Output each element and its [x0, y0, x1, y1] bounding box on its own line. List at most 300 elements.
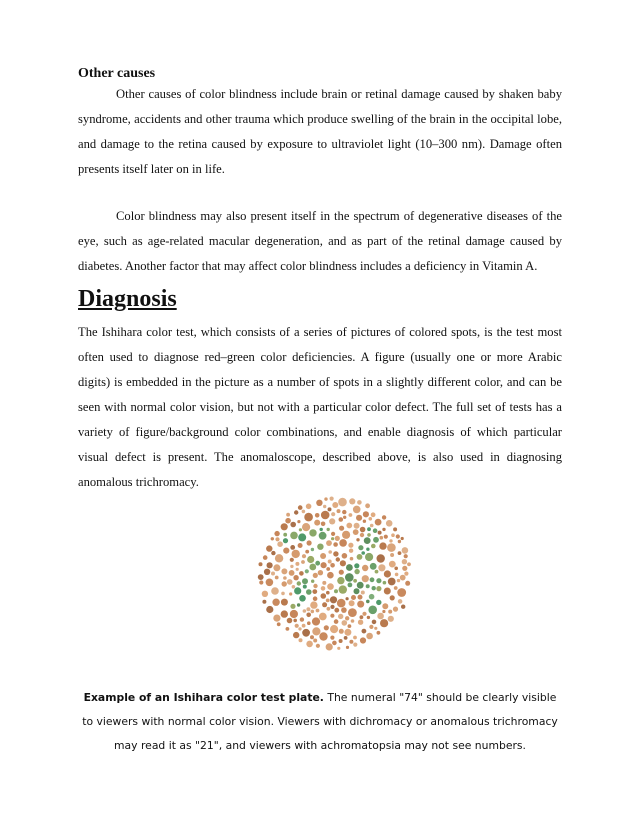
- plate-dot: [357, 500, 362, 505]
- plate-dot: [376, 578, 381, 583]
- plate-dot: [290, 522, 296, 528]
- plate-dot: [287, 579, 293, 585]
- plate-dot: [322, 602, 327, 607]
- plate-dot: [328, 507, 332, 511]
- paragraph-other-causes-1: Other causes of color blindness include brain or retinal damage caused by shaken baby syndrome, accidents and other trauma which produce swelling of the brain in the occipital lobe, and damage to the retina caused by exposure to ultraviolet light (10–300 nm). Damage often presents itself later on in life.: [78, 87, 562, 176]
- plate-dot: [273, 615, 280, 622]
- plate-dot: [332, 502, 338, 508]
- plate-dot: [307, 621, 311, 625]
- plate-dot: [320, 528, 323, 531]
- plate-dot: [370, 524, 374, 528]
- plate-dot: [348, 608, 357, 617]
- plate-dot: [404, 572, 408, 576]
- plate-dot: [289, 592, 292, 595]
- plate-dot: [365, 553, 373, 561]
- plate-dot: [388, 610, 392, 614]
- plate-dot: [290, 545, 295, 550]
- plate-dot: [262, 591, 268, 597]
- plate-dot: [401, 605, 405, 609]
- plate-dot: [302, 629, 310, 637]
- plate-dot: [319, 532, 327, 540]
- plate-dot: [346, 523, 352, 529]
- plate-dot: [374, 627, 377, 630]
- plate-dot: [330, 563, 335, 568]
- plate-dot: [344, 629, 351, 636]
- plate-dot: [323, 505, 326, 508]
- plate-dot: [330, 605, 334, 609]
- plate-dot: [282, 581, 287, 586]
- plate-dot: [349, 498, 355, 504]
- plate-dot: [298, 543, 303, 548]
- plate-dot: [275, 537, 279, 541]
- plate-dot: [274, 531, 279, 536]
- plate-dot: [339, 526, 344, 531]
- plate-dot: [375, 570, 379, 574]
- plate-dot: [339, 629, 344, 634]
- plate-dot: [318, 570, 323, 575]
- plate-dot: [298, 627, 301, 630]
- plate-dot: [391, 533, 395, 537]
- plate-dot: [286, 627, 290, 631]
- plate-dot: [283, 533, 287, 537]
- plate-dot: [378, 531, 382, 535]
- plate-dot: [321, 593, 327, 599]
- plate-dot: [405, 581, 410, 586]
- plate-dot: [262, 600, 266, 604]
- plate-dot: [334, 619, 339, 624]
- plate-dot: [345, 573, 354, 582]
- plate-dot: [331, 532, 335, 536]
- plate-dot: [299, 528, 302, 531]
- plate-dot: [367, 616, 370, 619]
- plate-dot: [368, 606, 377, 615]
- plate-dot: [271, 537, 274, 540]
- plate-dot: [382, 610, 385, 613]
- plate-dot: [302, 510, 306, 514]
- plate-dot: [353, 529, 359, 535]
- plate-dot: [301, 560, 305, 564]
- section-heading-diagnosis: Diagnosis: [78, 286, 177, 312]
- plate-dot: [360, 533, 364, 537]
- plate-dot: [342, 510, 346, 514]
- plate-dot: [401, 537, 404, 540]
- plate-dot: [398, 599, 403, 604]
- plate-dot: [398, 540, 401, 543]
- plate-dot: [360, 637, 366, 643]
- paragraph-diagnosis: The Ishihara color test, which consists of a series of pictures of colored spots, is the test most often used to diagnose red–green color deficiencies. A figure (usually one or more Arabic digits) is embedded in the picture as a number of spots in a slightly different color, and can be seen with normal color vision, but not with a particular color defect. The full set of tests has a variety of figure/background color combinations, and enable diagnosis of which particular visual defect is present. The anomaloscope, described above, is also used in diagnosing anomalous trichromacy.: [78, 325, 562, 489]
- plate-dot: [329, 518, 335, 524]
- plate-dot: [380, 536, 384, 540]
- plate-dot: [302, 578, 308, 584]
- plate-dot: [263, 555, 268, 560]
- plate-dot: [321, 586, 326, 591]
- plate-dot: [317, 544, 323, 550]
- plate-dot: [290, 558, 294, 562]
- plate-dot: [326, 567, 330, 571]
- plate-dot: [321, 562, 327, 568]
- plate-dot: [335, 536, 340, 541]
- plate-dot: [369, 594, 375, 600]
- plate-dot: [259, 580, 263, 584]
- plate-dot: [277, 541, 283, 547]
- plate-dot: [285, 518, 291, 524]
- plate-dot: [283, 548, 289, 554]
- plate-dot: [312, 627, 320, 635]
- plate-dot: [306, 589, 312, 595]
- figure-caption: [78, 686, 562, 758]
- plate-dot: [281, 592, 285, 596]
- plate-dot: [298, 505, 303, 510]
- plate-dot: [290, 604, 295, 609]
- plate-dot: [339, 570, 344, 575]
- plate-dot: [334, 608, 339, 613]
- plate-dot: [303, 609, 307, 613]
- plate-dot: [353, 636, 357, 640]
- plate-dot: [387, 543, 396, 552]
- plate-dot: [302, 624, 306, 628]
- plate-dot: [328, 550, 332, 554]
- plate-dot: [334, 589, 338, 593]
- plate-dot: [337, 577, 344, 584]
- plate-dot: [390, 595, 395, 600]
- plate-dot: [339, 639, 343, 643]
- plate-dot: [395, 573, 399, 577]
- plate-dot: [327, 583, 334, 590]
- plate-dot: [311, 580, 314, 583]
- plate-dot: [326, 540, 332, 546]
- plate-dot: [407, 562, 411, 566]
- plate-dot: [366, 633, 373, 640]
- plate-dot: [348, 583, 353, 588]
- plate-dot: [287, 618, 293, 624]
- plate-dot: [299, 638, 303, 642]
- plate-dot: [372, 620, 377, 625]
- plate-dot: [292, 550, 300, 558]
- plate-dot: [310, 601, 317, 608]
- plate-dot: [277, 622, 281, 626]
- plate-dot: [307, 556, 314, 563]
- plate-dot: [382, 528, 385, 531]
- plate-dot: [390, 553, 394, 557]
- plate-dot: [305, 550, 309, 554]
- plate-dot: [295, 562, 299, 566]
- plate-dot: [343, 516, 346, 519]
- plate-dot: [264, 569, 270, 575]
- plate-dot: [402, 559, 407, 564]
- plate-dot: [326, 591, 330, 595]
- plate-dot: [294, 510, 298, 514]
- plate-dot: [376, 586, 381, 591]
- plate-dot: [304, 513, 313, 522]
- plate-dot: [266, 579, 274, 587]
- plate-dot: [361, 551, 365, 555]
- plate-dot: [362, 575, 369, 582]
- plate-dot: [404, 554, 408, 558]
- plate-dot: [351, 619, 355, 623]
- plate-dot: [367, 527, 371, 531]
- plate-dot: [371, 512, 376, 517]
- plate-dot: [271, 551, 275, 555]
- plate-dot: [369, 517, 373, 521]
- plate-dot: [369, 625, 373, 629]
- plate-dot: [340, 560, 346, 566]
- plate-dot: [293, 632, 299, 638]
- plate-dot: [342, 553, 348, 559]
- plate-dot: [366, 548, 369, 551]
- plate-dot: [339, 585, 347, 593]
- plate-dot: [337, 647, 340, 650]
- plate-dot: [377, 613, 384, 620]
- plate-dot: [307, 540, 312, 545]
- plate-dot: [388, 578, 396, 586]
- plate-dot: [393, 607, 398, 612]
- plate-dot: [311, 548, 314, 551]
- plate-dot: [389, 561, 396, 568]
- plate-dot: [327, 572, 334, 579]
- plate-dot: [402, 547, 409, 554]
- plate-dot: [375, 519, 382, 526]
- plate-dot: [397, 579, 400, 582]
- plate-dot: [316, 644, 320, 648]
- plate-dot: [283, 576, 287, 580]
- plate-dot: [306, 613, 311, 618]
- plate-dot: [363, 520, 366, 523]
- plate-dot: [365, 503, 370, 508]
- figure-caption-text: The numeral "74" should be clearly visible to viewers with normal color vision. Viewers with dichromacy or anomalous trichromacy may read it as "21", and viewers with achromatopsia may not see numbers.: [82, 691, 558, 752]
- plate-dot: [305, 569, 309, 573]
- plate-dot: [319, 613, 327, 621]
- plate-dot: [299, 595, 306, 602]
- plate-dot: [312, 617, 320, 625]
- plate-dot: [378, 564, 385, 571]
- plate-dot: [370, 577, 375, 582]
- plate-dot: [266, 545, 272, 551]
- plate-dot: [309, 529, 316, 536]
- plate-dot: [297, 603, 300, 606]
- plate-dot: [283, 538, 288, 543]
- plate-dot: [306, 607, 310, 611]
- plate-dot: [358, 620, 363, 625]
- plate-dot: [333, 551, 338, 556]
- plate-dot: [267, 562, 273, 568]
- plate-dot: [380, 619, 388, 627]
- plate-dot: [382, 515, 386, 519]
- plate-dot: [296, 568, 299, 571]
- plate-dot: [393, 527, 397, 531]
- plate-dot: [350, 557, 354, 561]
- plate-dot: [371, 544, 376, 549]
- figure-caption-title: Example of an Ishihara color test plate.: [83, 691, 324, 704]
- plate-dot: [364, 537, 371, 544]
- plate-dot: [342, 620, 348, 626]
- plate-dot: [306, 504, 312, 510]
- plate-dot: [349, 513, 353, 517]
- plate-dot: [353, 643, 357, 647]
- ishihara-plate-svg: [255, 484, 415, 664]
- plate-dot: [281, 568, 287, 574]
- plate-dot: [383, 581, 387, 585]
- plate-dot: [360, 615, 364, 619]
- plate-dot: [319, 632, 327, 640]
- plate-dot: [292, 585, 296, 589]
- plate-dot: [361, 591, 365, 595]
- plate-dot: [310, 635, 314, 639]
- plate-dot: [290, 565, 293, 568]
- plate-dot: [327, 528, 330, 531]
- plate-dot: [300, 617, 304, 621]
- plate-dot: [356, 538, 359, 541]
- plate-dot: [306, 641, 313, 648]
- plate-dot: [315, 513, 320, 518]
- plate-dot: [354, 523, 360, 529]
- plate-dot: [354, 569, 359, 574]
- plate-dot: [293, 575, 298, 580]
- plate-dot: [357, 554, 363, 560]
- plate-dot: [275, 554, 283, 562]
- plate-dot: [388, 616, 394, 622]
- plate-dot: [322, 581, 326, 585]
- plate-dot: [389, 539, 392, 542]
- plate-dot: [341, 607, 347, 613]
- plate-dot: [297, 581, 301, 585]
- plate-dot: [345, 616, 349, 620]
- plate-dot: [346, 564, 353, 571]
- plate-dot: [338, 498, 347, 507]
- plate-dot: [337, 599, 346, 608]
- plate-dot: [394, 567, 398, 571]
- plate-dot: [398, 551, 402, 555]
- plate-dot: [313, 573, 318, 578]
- plate-dot: [309, 564, 316, 571]
- plate-dot: [370, 563, 377, 570]
- plate-dot: [351, 595, 356, 600]
- plate-dot: [373, 528, 378, 533]
- plate-dot: [367, 533, 371, 537]
- plate-dot: [327, 607, 331, 611]
- ishihara-plate-image: [255, 484, 415, 664]
- plate-dot: [312, 589, 317, 594]
- plate-dot: [303, 585, 307, 589]
- plate-dot: [353, 579, 357, 583]
- plate-dot: [330, 497, 334, 501]
- plate-dot: [321, 511, 330, 520]
- plate-dot: [275, 576, 279, 580]
- plate-dot: [299, 571, 304, 576]
- plate-dot: [286, 513, 290, 517]
- plate-dot: [384, 588, 391, 595]
- plate-dot: [382, 603, 388, 609]
- plate-dot: [266, 606, 273, 613]
- plate-dot: [294, 587, 301, 594]
- plate-dot: [338, 614, 343, 619]
- plate-dot: [316, 500, 322, 506]
- plate-dot: [356, 515, 362, 521]
- plate-dot: [357, 601, 364, 608]
- plate-dot: [326, 643, 333, 650]
- plate-dot: [337, 509, 341, 513]
- plate-dot: [272, 599, 279, 606]
- plate-dot: [295, 624, 299, 628]
- plate-dot: [324, 625, 329, 630]
- plate-dot: [330, 636, 334, 640]
- plate-dot: [363, 511, 369, 517]
- plate-dot: [377, 631, 381, 635]
- plate-dot: [354, 563, 359, 568]
- plate-dot: [281, 610, 288, 617]
- plate-dot: [358, 545, 363, 550]
- plate-dot: [376, 600, 381, 605]
- plate-dot: [281, 523, 288, 530]
- plate-dot: [349, 600, 355, 606]
- plate-dot: [273, 564, 280, 571]
- plate-dot: [298, 533, 306, 541]
- plate-dot: [402, 566, 407, 571]
- plate-dot: [366, 600, 370, 604]
- plate-dot: [342, 531, 350, 539]
- plate-dot: [331, 512, 335, 516]
- plate-dot: [360, 527, 366, 533]
- plate-dot: [362, 565, 368, 571]
- plate-dot: [302, 523, 310, 531]
- plate-dot: [339, 539, 347, 547]
- plate-dot: [321, 522, 326, 527]
- plate-dot: [336, 557, 340, 561]
- plate-dot: [357, 582, 364, 589]
- plate-dot: [373, 537, 379, 543]
- plate-dot: [331, 537, 334, 540]
- plate-dot: [311, 610, 315, 614]
- plate-dot: [271, 572, 275, 576]
- plate-dot: [315, 561, 320, 566]
- paragraph-other-causes-2: Color blindness may also present itself in the spectrum of degenerative diseases of the eye, such as age-related macular degeneration, and as part of the retinal damage caused by diabetes. Another factor that may affect color blindness includes a deficiency in Vitamin A.: [78, 209, 562, 273]
- plate-dot: [384, 535, 388, 539]
- plate-dot: [346, 597, 349, 600]
- plate-dot: [386, 520, 393, 527]
- plate-dot: [333, 542, 338, 547]
- plate-dot: [313, 639, 317, 643]
- plate-dot: [313, 596, 318, 601]
- plate-dot: [290, 610, 298, 618]
- plate-dot: [384, 570, 391, 577]
- plate-dot: [400, 575, 406, 581]
- plate-dot: [344, 636, 348, 640]
- plate-dot: [366, 584, 370, 588]
- plate-dot: [320, 553, 326, 559]
- plate-dot: [397, 588, 406, 597]
- plate-dot: [289, 570, 295, 576]
- plate-dot: [290, 532, 298, 540]
- plate-dot: [358, 595, 363, 600]
- plate-dot: [302, 554, 306, 558]
- plate-dot: [316, 609, 320, 613]
- plate-dot: [348, 624, 352, 628]
- plate-dot: [281, 599, 288, 606]
- section-heading-other-causes: Other causes: [78, 66, 156, 81]
- plate-dot: [346, 646, 349, 649]
- plate-dot: [297, 520, 300, 523]
- plate-dot: [394, 586, 398, 590]
- plate-dot: [339, 517, 344, 522]
- plate-dot: [324, 497, 327, 500]
- plate-dot: [330, 614, 334, 618]
- plate-dot: [349, 640, 353, 644]
- plate-dot: [271, 587, 279, 595]
- plate-dot: [293, 619, 297, 623]
- plate-dot: [349, 549, 353, 553]
- plate-dot: [314, 520, 320, 526]
- plate-dot: [330, 596, 337, 603]
- plate-dot: [379, 542, 386, 549]
